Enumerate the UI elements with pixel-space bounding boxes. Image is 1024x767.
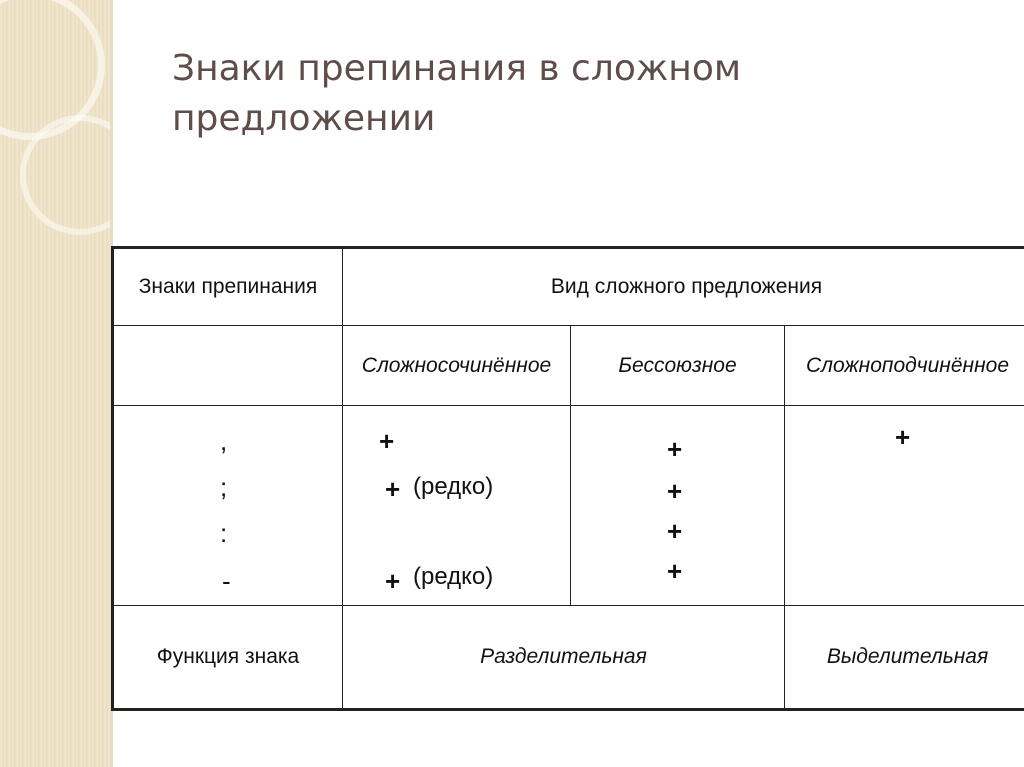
compound-mark: + bbox=[385, 474, 401, 504]
subheader-empty bbox=[113, 326, 343, 406]
table-marks-row bbox=[113, 406, 1024, 606]
function-highlighting: Выделительная bbox=[785, 606, 1024, 710]
function-label: Функция знака bbox=[113, 606, 343, 710]
asyndetic-mark: + bbox=[667, 476, 683, 506]
complex-marks-cell bbox=[785, 406, 1024, 606]
table-subheader-row bbox=[113, 326, 1024, 406]
header-sentence-type: Вид сложного предложения bbox=[343, 248, 1024, 326]
sign-semicolon: ; bbox=[220, 472, 228, 502]
complex-mark: + bbox=[895, 422, 911, 452]
compound-note: (редко) bbox=[413, 563, 494, 590]
signs-cell bbox=[113, 406, 343, 606]
punctuation-table bbox=[111, 246, 1024, 711]
compound-mark: + bbox=[385, 566, 401, 596]
decorative-side-strip bbox=[0, 0, 110, 767]
asyndetic-marks-cell bbox=[571, 406, 785, 606]
header-punctuation-marks: Знаки препинания bbox=[113, 248, 343, 326]
function-separating: Разделительная bbox=[343, 606, 785, 710]
asyndetic-mark: + bbox=[667, 556, 683, 586]
compound-mark: + bbox=[379, 426, 395, 456]
subheader-compound: Сложносочинённое bbox=[343, 326, 571, 406]
sign-colon: : bbox=[220, 518, 228, 548]
sign-comma: , bbox=[220, 426, 228, 456]
slide-title: Знаки препинания в сложном предложении bbox=[172, 48, 742, 139]
subheader-asyndetic: Бессоюзное bbox=[571, 326, 785, 406]
asyndetic-mark: + bbox=[667, 516, 683, 546]
compound-marks-cell bbox=[343, 406, 571, 606]
compound-note: (редко) bbox=[413, 473, 494, 500]
sign-dash: - bbox=[222, 566, 231, 596]
subheader-complex: Сложноподчинённое bbox=[785, 326, 1024, 406]
asyndetic-mark: + bbox=[667, 434, 683, 464]
table-function-row bbox=[113, 606, 1024, 710]
table-header-row bbox=[113, 248, 1024, 326]
